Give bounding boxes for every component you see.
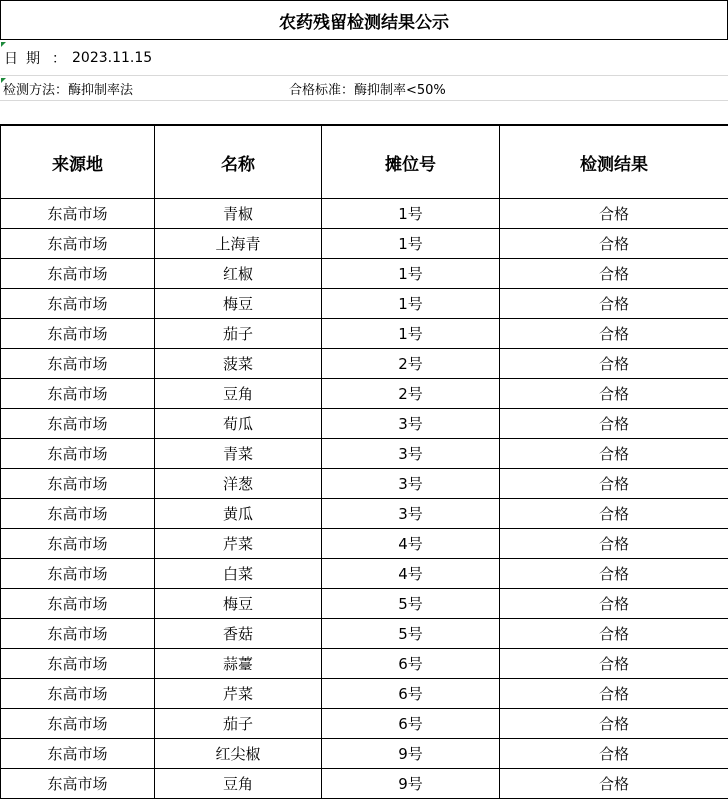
result-cell: 合格 (500, 619, 728, 649)
stall-number-cell: 3号 (322, 409, 500, 439)
origin-cell: 东高市场 (1, 349, 155, 379)
origin-cell: 东高市场 (1, 709, 155, 739)
cell-note-marker-icon (1, 42, 6, 47)
header-name: 名称 (155, 126, 322, 199)
cell-note-marker-icon (1, 78, 6, 83)
product-name-cell: 荀瓜 (155, 409, 322, 439)
origin-cell: 东高市场 (1, 439, 155, 469)
result-cell: 合格 (500, 709, 728, 739)
date-row (0, 41, 728, 76)
stall-number-cell: 5号 (322, 619, 500, 649)
origin-cell: 东高市场 (1, 559, 155, 589)
result-cell: 合格 (500, 559, 728, 589)
date-value: 2023.11.15 (72, 50, 152, 66)
stall-number-cell: 6号 (322, 709, 500, 739)
origin-cell: 东高市场 (1, 619, 155, 649)
table-row (1, 469, 728, 499)
table-row (1, 229, 728, 259)
results-table (0, 125, 728, 799)
origin-cell: 东高市场 (1, 769, 155, 799)
result-cell: 合格 (500, 409, 728, 439)
result-cell: 合格 (500, 259, 728, 289)
stall-number-cell: 3号 (322, 439, 500, 469)
result-cell: 合格 (500, 679, 728, 709)
table-row (1, 769, 728, 799)
table-row (1, 409, 728, 439)
method-text: 检测方法：酶抑制率法 (3, 79, 133, 98)
result-cell: 合格 (500, 349, 728, 379)
header-stall: 摊位号 (322, 126, 500, 199)
origin-cell: 东高市场 (1, 679, 155, 709)
standard-text: 合格标准：酶抑制率<50% (289, 79, 446, 98)
stall-number-cell: 6号 (322, 649, 500, 679)
product-name-cell: 豆角 (155, 769, 322, 799)
product-name-cell: 梅豆 (155, 289, 322, 319)
table-row (1, 259, 728, 289)
stall-number-cell: 3号 (322, 469, 500, 499)
product-name-cell: 芹菜 (155, 529, 322, 559)
table-row (1, 199, 728, 229)
table-row (1, 649, 728, 679)
result-cell: 合格 (500, 499, 728, 529)
origin-cell: 东高市场 (1, 379, 155, 409)
product-name-cell: 洋葱 (155, 469, 322, 499)
result-cell: 合格 (500, 229, 728, 259)
result-cell: 合格 (500, 319, 728, 349)
date-colon: ： (52, 48, 66, 68)
product-name-cell: 红椒 (155, 259, 322, 289)
table-row (1, 289, 728, 319)
page-title: 农药残留检测结果公示 (0, 0, 728, 40)
table-row (1, 589, 728, 619)
origin-cell: 东高市场 (1, 649, 155, 679)
stall-number-cell: 5号 (322, 589, 500, 619)
stall-number-cell: 3号 (322, 499, 500, 529)
result-cell: 合格 (500, 769, 728, 799)
result-cell: 合格 (500, 739, 728, 769)
spacer-row (0, 102, 728, 125)
origin-cell: 东高市场 (1, 409, 155, 439)
origin-cell: 东高市场 (1, 499, 155, 529)
table-row (1, 529, 728, 559)
origin-cell: 东高市场 (1, 289, 155, 319)
product-name-cell: 红尖椒 (155, 739, 322, 769)
product-name-cell: 青椒 (155, 199, 322, 229)
header-origin: 来源地 (1, 126, 155, 199)
table-row (1, 739, 728, 769)
origin-cell: 东高市场 (1, 199, 155, 229)
result-cell: 合格 (500, 469, 728, 499)
stall-number-cell: 1号 (322, 319, 500, 349)
stall-number-cell: 1号 (322, 259, 500, 289)
table-row (1, 439, 728, 469)
product-name-cell: 芹菜 (155, 679, 322, 709)
origin-cell: 东高市场 (1, 319, 155, 349)
result-cell: 合格 (500, 439, 728, 469)
origin-cell: 东高市场 (1, 739, 155, 769)
origin-cell: 东高市场 (1, 469, 155, 499)
product-name-cell: 香菇 (155, 619, 322, 649)
table-row (1, 349, 728, 379)
method-row (0, 77, 728, 101)
product-name-cell: 茄子 (155, 319, 322, 349)
table-row (1, 559, 728, 589)
result-cell: 合格 (500, 589, 728, 619)
stall-number-cell: 9号 (322, 739, 500, 769)
product-name-cell: 豆角 (155, 379, 322, 409)
stall-number-cell: 4号 (322, 529, 500, 559)
table-row (1, 679, 728, 709)
table-row (1, 709, 728, 739)
origin-cell: 东高市场 (1, 259, 155, 289)
product-name-cell: 梅豆 (155, 589, 322, 619)
date-label: 日期 (4, 48, 48, 68)
stall-number-cell: 1号 (322, 289, 500, 319)
result-cell: 合格 (500, 649, 728, 679)
origin-cell: 东高市场 (1, 529, 155, 559)
table-row (1, 619, 728, 649)
product-name-cell: 青菜 (155, 439, 322, 469)
result-cell: 合格 (500, 379, 728, 409)
result-cell: 合格 (500, 529, 728, 559)
result-cell: 合格 (500, 199, 728, 229)
stall-number-cell: 1号 (322, 229, 500, 259)
origin-cell: 东高市场 (1, 229, 155, 259)
product-name-cell: 茄子 (155, 709, 322, 739)
header-result: 检测结果 (500, 126, 728, 199)
product-name-cell: 上海青 (155, 229, 322, 259)
stall-number-cell: 9号 (322, 769, 500, 799)
origin-cell: 东高市场 (1, 589, 155, 619)
result-cell: 合格 (500, 289, 728, 319)
table-header-row (1, 126, 728, 199)
product-name-cell: 菠菜 (155, 349, 322, 379)
stall-number-cell: 2号 (322, 349, 500, 379)
stall-number-cell: 6号 (322, 679, 500, 709)
table-row (1, 499, 728, 529)
product-name-cell: 白菜 (155, 559, 322, 589)
stall-number-cell: 1号 (322, 199, 500, 229)
product-name-cell: 蒜薹 (155, 649, 322, 679)
table-row (1, 379, 728, 409)
product-name-cell: 黄瓜 (155, 499, 322, 529)
table-row (1, 319, 728, 349)
stall-number-cell: 4号 (322, 559, 500, 589)
stall-number-cell: 2号 (322, 379, 500, 409)
